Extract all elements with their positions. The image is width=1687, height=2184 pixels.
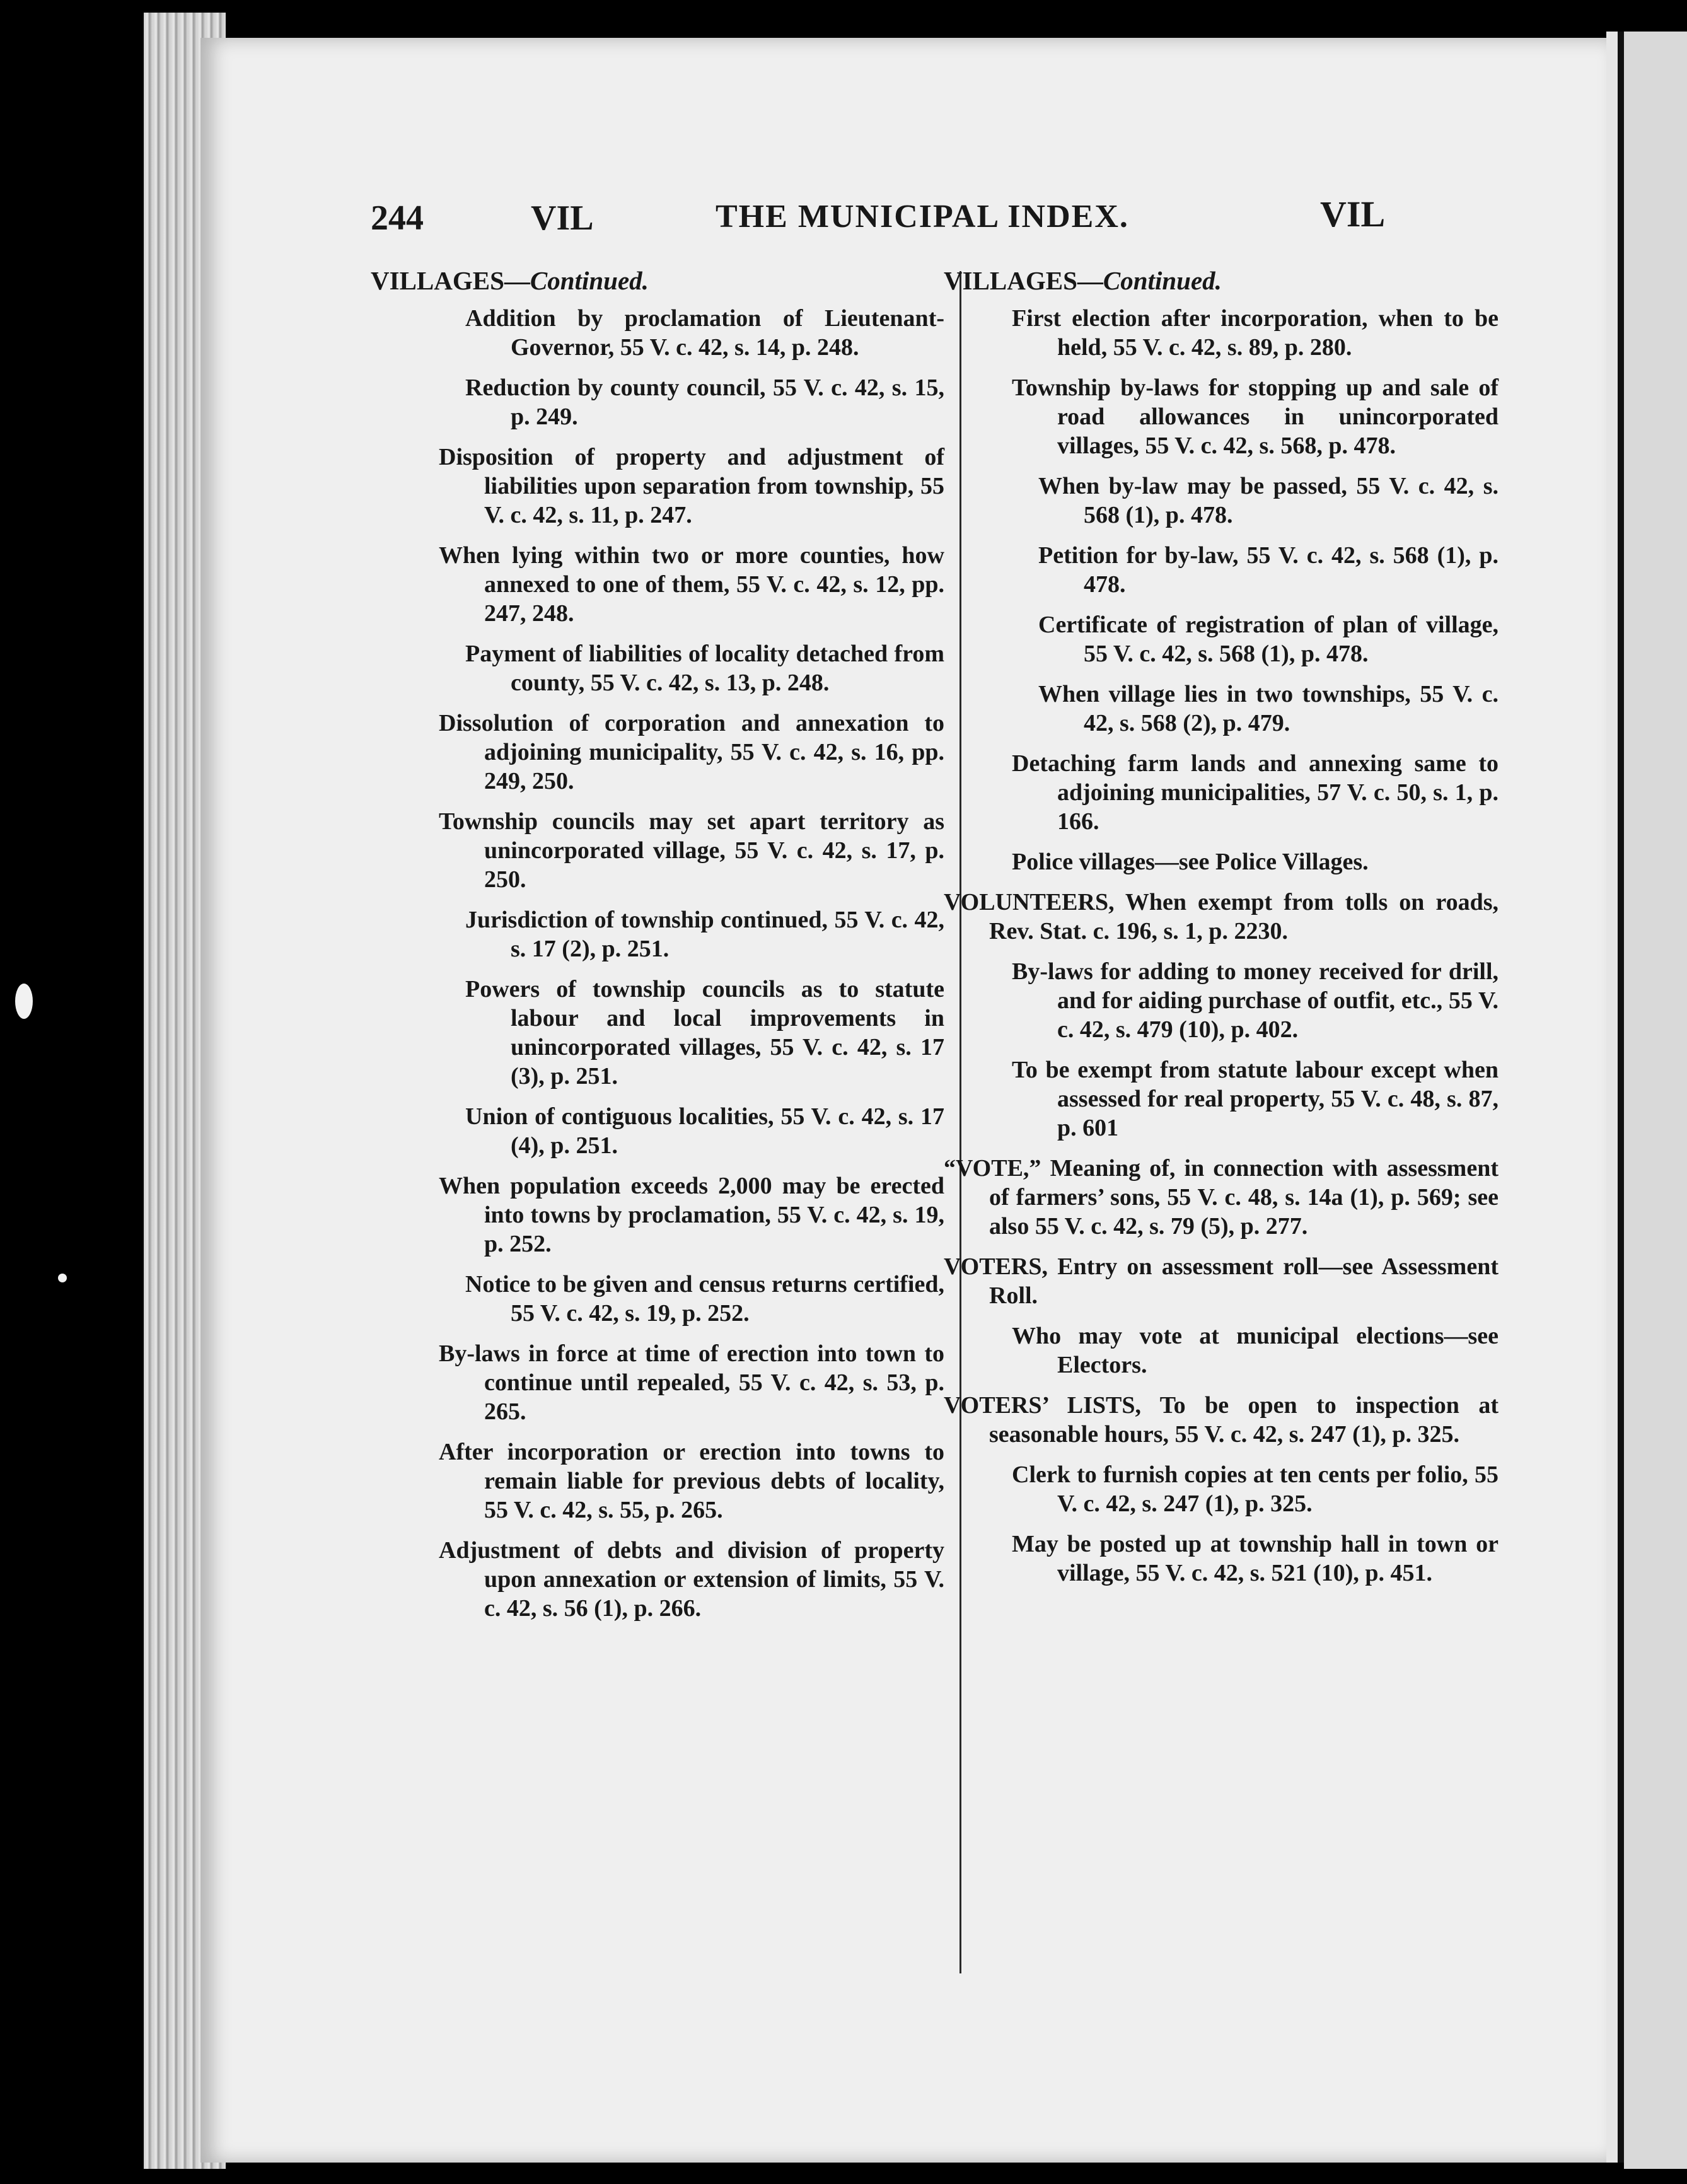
index-entry: May be posted up at township hall in town or village, 55 V. c. 42, s. 521 (10), p. 451. xyxy=(1012,1531,1499,1586)
heading-continued: Continued. xyxy=(530,266,649,295)
index-entry: Township councils may set apart territory as unincorporated village, 55 V. c. 42, s. 17, p. 250. xyxy=(439,808,944,893)
entry-list xyxy=(371,304,944,1623)
index-entry: By-laws for adding to money received for drill, and for aiding purchase of outfit, etc., 55 V. c. 42, s. 479 (10), p. 402. xyxy=(1012,958,1499,1043)
index-entry: When population exceeds 2,000 may be erected into towns by proclamation, 55 V. c. 42, s. 19, p. 252. xyxy=(439,1173,944,1257)
index-entry: Detaching farm lands and annexing same to adjoining municipalities, 57 V. c. 50, s. 1, p. 166. xyxy=(1012,750,1499,835)
index-entry: VOTERS, Entry on assessment roll—see Assessment Roll. xyxy=(944,1253,1499,1309)
scan-speck xyxy=(58,1274,67,1282)
index-entry: When lying within two or more counties, how annexed to one of them, 55 V. c. 42, s. 12, pp. 247, 248. xyxy=(439,542,944,627)
index-entry: Township by-laws for stopping up and sale of road allowances in unincorporated villages, 55 V. c. 42, s. 568, p. 478. xyxy=(1012,375,1499,459)
index-entry: First election after incorporation, when to be held, 55 V. c. 42, s. 89, p. 280. xyxy=(1012,305,1499,361)
scan-speck xyxy=(15,984,33,1019)
left-column xyxy=(371,265,944,1634)
facing-page-strip xyxy=(1624,32,1687,2169)
index-entry: After incorporation or erection into towns to remain liable for previous debts of locality, 55 V. c. 42, s. 55, p. 265. xyxy=(439,1439,944,1523)
heading-word: VILLAGES xyxy=(371,266,504,295)
left-guide-word: VIL xyxy=(531,199,594,238)
index-entry: Who may vote at municipal elections—see Electors. xyxy=(1012,1323,1499,1378)
index-entry: Jurisdiction of township continued, 55 V. c. 42, s. 17 (2), p. 251. xyxy=(465,907,944,962)
index-entry: VOLUNTEERS, When exempt from tolls on roads, Rev. Stat. c. 196, s. 1, p. 2230. xyxy=(944,889,1499,944)
index-entry: Notice to be given and census returns certified, 55 V. c. 42, s. 19, p. 252. xyxy=(465,1271,944,1327)
index-entry: Powers of township councils as to statute labour and local improvements in unincorporated villages, 55 V. c. 42, s. 17 (3), p. 251. xyxy=(465,976,944,1089)
index-entry: Payment of liabilities of locality detached from county, 55 V. c. 42, s. 13, p. 248. xyxy=(465,641,944,696)
index-entry: Reduction by county council, 55 V. c. 42, s. 15, p. 249. xyxy=(465,375,944,430)
heading-word: VILLAGES xyxy=(944,266,1077,295)
column-heading: VILLAGES—Continued. xyxy=(944,266,1222,295)
index-entry: Union of contiguous localities, 55 V. c. 42, s. 17 (4), p. 251. xyxy=(465,1103,944,1159)
index-entry: “VOTE,” Meaning of, in connection with assessment of farmers’ sons, 55 V. c. 48, s. 14a (1), p. 569; see also 55 V. c. 42, s. 79 (5), p. 277. xyxy=(944,1155,1499,1240)
index-entry: Certificate of registration of plan of village, 55 V. c. 42, s. 568 (1), p. 478. xyxy=(1038,612,1499,667)
index-entry: When village lies in two townships, 55 V. c. 42, s. 568 (2), p. 479. xyxy=(1038,681,1499,736)
right-guide-word: VIL xyxy=(1320,194,1386,235)
page-number: 244 xyxy=(371,199,424,238)
index-entry: Disposition of property and adjustment of liabilities upon separation from township, 55 V. c. 42, s. 11, p. 247. xyxy=(439,444,944,528)
index-entry: By-laws in force at time of erection into town to continue until repealed, 55 V. c. 42, s. 53, p. 265. xyxy=(439,1340,944,1425)
column-heading: VILLAGES—Continued. xyxy=(371,266,649,295)
index-entry: When by-law may be passed, 55 V. c. 42, s. 568 (1), p. 478. xyxy=(1038,473,1499,528)
entry-list xyxy=(944,304,1499,1588)
index-entry: Addition by proclamation of Lieutenant-Governor, 55 V. c. 42, s. 14, p. 248. xyxy=(465,305,944,361)
index-entry: Petition for by-law, 55 V. c. 42, s. 568 (1), p. 478. xyxy=(1038,542,1499,598)
index-entry: Adjustment of debts and division of property upon annexation or extension of limits, 55 V. c. 42, s. 56 (1), p. 266. xyxy=(439,1537,944,1622)
index-entry: Dissolution of corporation and annexation to adjoining municipality, 55 V. c. 42, s. 16, pp. 249, 250. xyxy=(439,710,944,794)
index-entry: Police villages—see Police Villages. xyxy=(1012,849,1369,875)
index-entry: To be exempt from statute labour except when assessed for real property, 55 V. c. 48, s. 87, p. 601 xyxy=(1012,1057,1499,1141)
running-header xyxy=(0,193,1687,243)
right-column xyxy=(944,265,1499,1599)
index-entry: Clerk to furnish copies at ten cents per folio, 55 V. c. 42, s. 247 (1), p. 325. xyxy=(1012,1461,1499,1517)
index-entry: VOTERS’ LISTS, To be open to inspection at seasonable hours, 55 V. c. 42, s. 247 (1), p. 325. xyxy=(944,1392,1499,1448)
heading-continued: Continued. xyxy=(1103,266,1222,295)
book-title: THE MUNICIPAL INDEX. xyxy=(716,199,1129,235)
gutter-shadow xyxy=(1618,32,1624,2163)
